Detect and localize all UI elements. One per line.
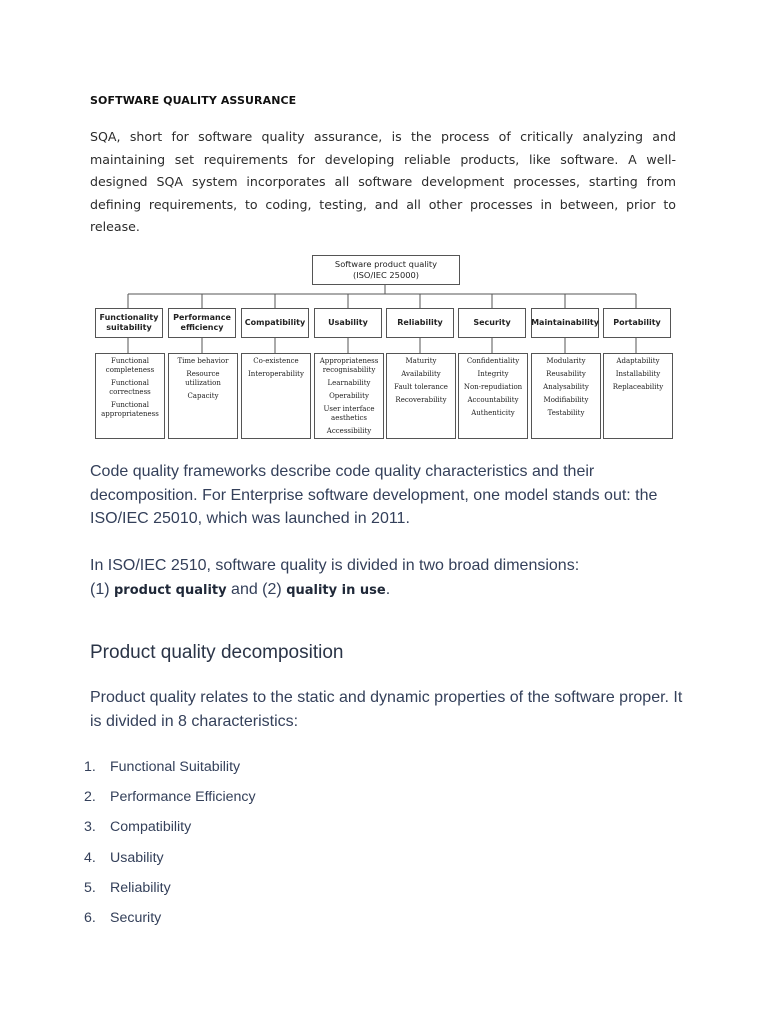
subcharacteristics-box: [531, 353, 601, 439]
list-number: 4.: [84, 849, 96, 866]
dimensions-intro: In ISO/IEC 2510, software quality is divided in two broad dimensions:: [90, 557, 580, 574]
subcharacteristics-box: [458, 353, 528, 439]
subcharacteristic: Fault tolerance: [394, 383, 448, 391]
quality-in-use-term: quality in use: [286, 582, 386, 598]
section-heading: Product quality decomposition: [90, 642, 344, 663]
list-text: Compatibility: [110, 819, 192, 836]
list-text: Usability: [110, 849, 164, 866]
subcharacteristics-box: [241, 353, 311, 439]
subcharacteristic: Recoverability: [395, 396, 447, 404]
subcharacteristics-box: [168, 353, 238, 439]
list-item: [84, 847, 256, 877]
subcharacteristics-box: [95, 353, 165, 439]
list-number: 3.: [84, 819, 96, 836]
list-text: Reliability: [110, 879, 171, 896]
subcharacteristic: Replaceability: [612, 383, 664, 391]
subcharacteristic: Adaptability: [616, 357, 660, 365]
characteristic-box: Reliability: [386, 308, 454, 338]
subcharacteristics-box: [314, 353, 384, 439]
product-quality-term: product quality: [114, 582, 227, 598]
document-heading: SOFTWARE QUALITY ASSURANCE: [90, 94, 297, 107]
subcharacteristic: Availability: [401, 370, 441, 378]
subcharacteristic: Functional correctness: [109, 379, 151, 396]
subcharacteristic: Confidentiality: [466, 357, 520, 365]
characteristics-list: [84, 756, 256, 937]
characteristic-box: Performance efficiency: [168, 308, 236, 338]
characteristic-box: Maintainability: [531, 308, 599, 338]
subcharacteristic: Time behavior: [177, 357, 229, 365]
subcharacteristic: Testability: [547, 409, 585, 417]
list-number: 6.: [84, 909, 96, 926]
dimensions-suffix: .: [385, 580, 391, 598]
characteristic-box: Portability: [603, 308, 671, 338]
subcharacteristics-box: [603, 353, 673, 439]
subcharacteristic: Accountability: [467, 396, 519, 404]
diagram-root-title: Software product quality: [334, 259, 438, 269]
subcharacteristic: Capacity: [187, 392, 219, 400]
subcharacteristic: Accessibility: [326, 427, 372, 435]
subcharacteristics-box: [386, 353, 456, 439]
subcharacteristic: Appropriateness recognisability: [319, 357, 379, 374]
subcharacteristic: Analysability: [543, 383, 589, 391]
subcharacteristic: Installability: [615, 370, 661, 378]
subcharacteristic: Authenticity: [471, 409, 515, 417]
quality-model-diagram: [90, 252, 676, 444]
list-text: Functional Suitability: [110, 759, 241, 775]
characteristic-box: Compatibility: [241, 308, 309, 338]
subcharacteristic: Modularity: [546, 357, 586, 365]
list-text: Performance Efficiency: [110, 789, 256, 806]
list-item: [84, 786, 256, 816]
subcharacteristic: Resource utilization: [185, 370, 221, 387]
characteristic-box: Functionality suitability: [95, 308, 163, 338]
list-text: Security: [110, 909, 162, 926]
subcharacteristic: Interoperability: [248, 370, 304, 378]
subcharacteristic: Maturity: [405, 357, 437, 365]
list-item: [84, 756, 256, 786]
dimensions-prefix: (1): [90, 580, 114, 598]
iso-25010-paragraph: Code quality frameworks describe code quality characteristics and their decomposition. For Enterprise software development, one model stands out: the ISO/IEC 25010, which was launched in 2011.: [90, 463, 658, 527]
subcharacteristic: User interface aesthetics: [323, 405, 375, 422]
list-number: 1.: [84, 759, 96, 775]
subcharacteristic: Operability: [329, 392, 369, 400]
list-number: 5.: [84, 879, 96, 896]
subcharacteristic: Integrity: [477, 370, 509, 378]
characteristic-box: Usability: [314, 308, 382, 338]
intro-paragraph: SQA, short for software quality assurance, is the process of critically analyzing and maintaining set requirements for developing reliable products, like software. A well-designed SQA system incorporates all software development processes, starting from defining requirements, to coding, testing, and all other processes in between, prior to release.: [90, 129, 676, 235]
subcharacteristic: Modifiability: [543, 396, 589, 404]
subcharacteristic: Non-repudiation: [463, 383, 523, 391]
list-item: [84, 907, 256, 937]
dimensions-connector: and (2): [226, 580, 287, 598]
characteristic-box: Security: [458, 308, 526, 338]
diagram-root-box: [312, 255, 460, 285]
subcharacteristic: Co-existence: [253, 357, 299, 365]
list-item: [84, 877, 256, 907]
subcharacteristic: Learnability: [327, 379, 371, 387]
subcharacteristic: Functional completeness: [105, 357, 155, 374]
product-quality-paragraph: Product quality relates to the static and dynamic properties of the software proper. It is divided in 8 characteristics:: [90, 689, 683, 730]
diagram-root-standard: (ISO/IEC 25000): [352, 270, 420, 280]
quality-dimensions-paragraph: [90, 554, 690, 602]
list-number: 2.: [84, 789, 96, 806]
list-item: [84, 816, 256, 846]
subcharacteristic: Reusability: [546, 370, 586, 378]
subcharacteristic: Functional appropriateness: [101, 401, 159, 418]
